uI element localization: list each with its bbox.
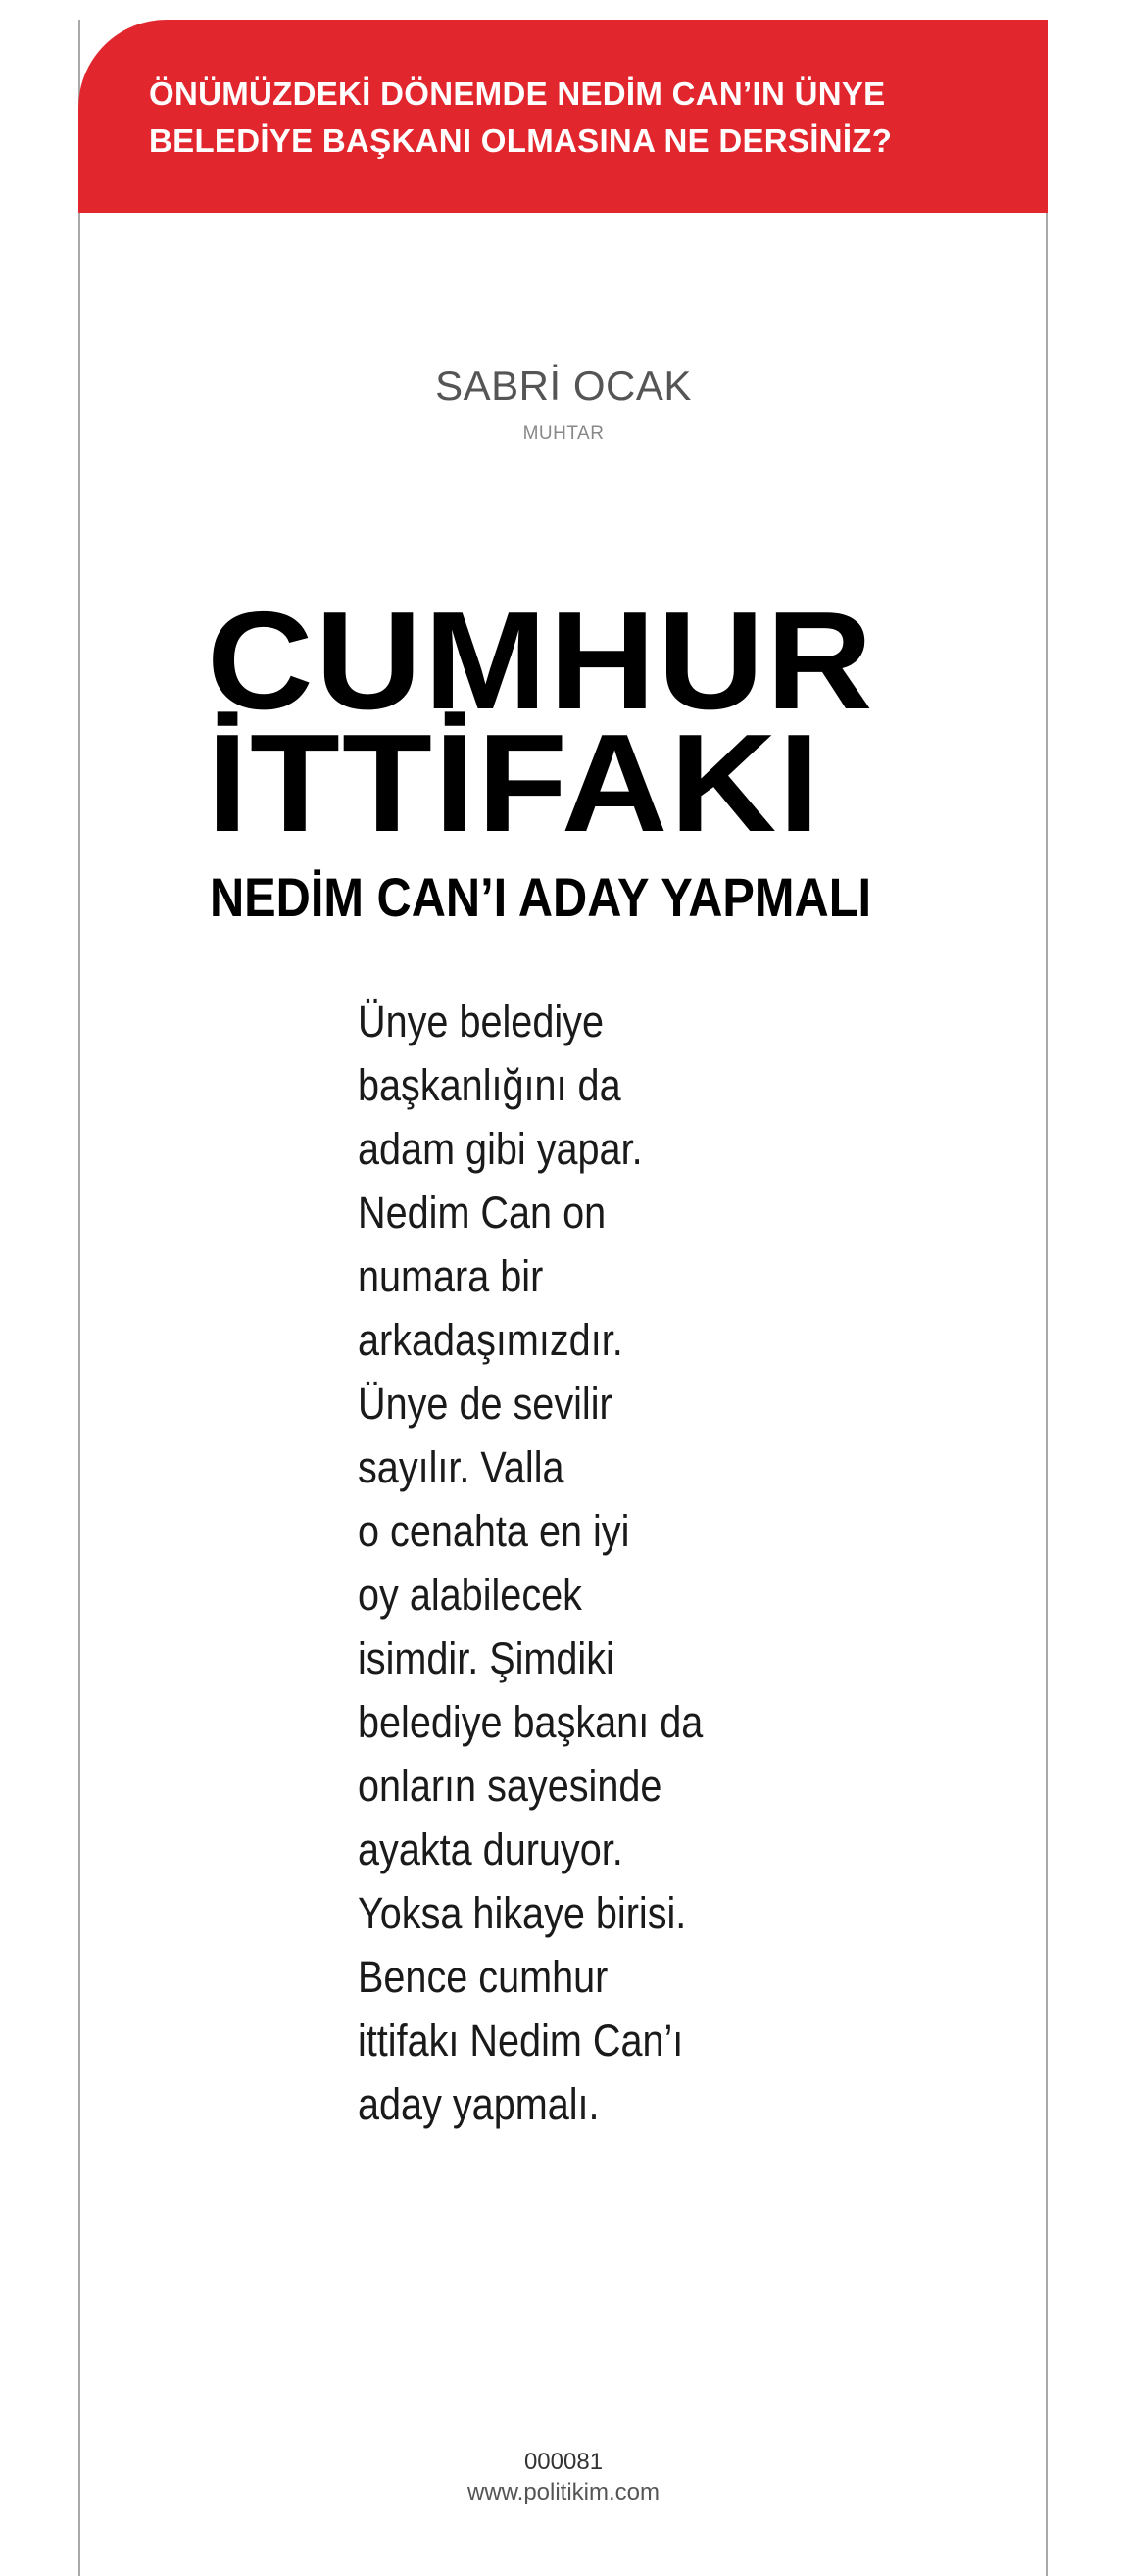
quote-line: Ünye belediye (358, 996, 604, 1046)
author-name: SABRİ OCAK (435, 363, 692, 409)
banner-line-1: ÖNÜMÜZDEKİ DÖNEMDE NEDİM CAN’IN ÜNYE (149, 75, 886, 112)
quote-body (358, 990, 867, 2136)
quote-line: arkadaşımızdır. (358, 1315, 623, 1365)
quote-line: isimdir. Şimdiki (358, 1633, 614, 1683)
quote-line: ayakta duruyor. (358, 1824, 623, 1874)
quote-line: sayılır. Valla (358, 1442, 564, 1492)
quote-line: Yoksa hikaye birisi. (358, 1888, 687, 1938)
headline-line-1: CUMHUR (207, 583, 875, 739)
quote-line: ittifakı Nedim Can’ı (358, 2016, 684, 2066)
headline-line-2: İTTİFAKI (207, 705, 822, 861)
quote-line: belediye başkanı da (358, 1697, 704, 1747)
quote-line: Ünye de sevilir (358, 1379, 612, 1429)
quote-line: o cenahta en iyi (358, 1506, 630, 1556)
quote-line: adam gibi yapar. (358, 1124, 643, 1174)
quote-line: numara bir (358, 1251, 544, 1301)
quote-line: başkanlığını da (358, 1060, 621, 1110)
author-role: MUHTAR (522, 423, 605, 444)
quote-line: oy alabilecek (358, 1570, 582, 1620)
quote-line: aday yapmalı. (358, 2079, 600, 2129)
quote-line: Bence cumhur (358, 1952, 609, 2002)
website-url: www.politikim.com (466, 2479, 661, 2505)
headline-subtitle: NEDİM CAN’I ADAY YAPMALI (210, 866, 871, 928)
question-banner (78, 20, 1048, 213)
page-code: 000081 (523, 2449, 604, 2475)
quote-line: Nedim Can on (358, 1188, 607, 1238)
banner-line-2: BELEDİYE BAŞKANI OLMASINA NE DERSİNİZ? (149, 122, 893, 159)
quote-line: onların sayesinde (358, 1761, 662, 1811)
